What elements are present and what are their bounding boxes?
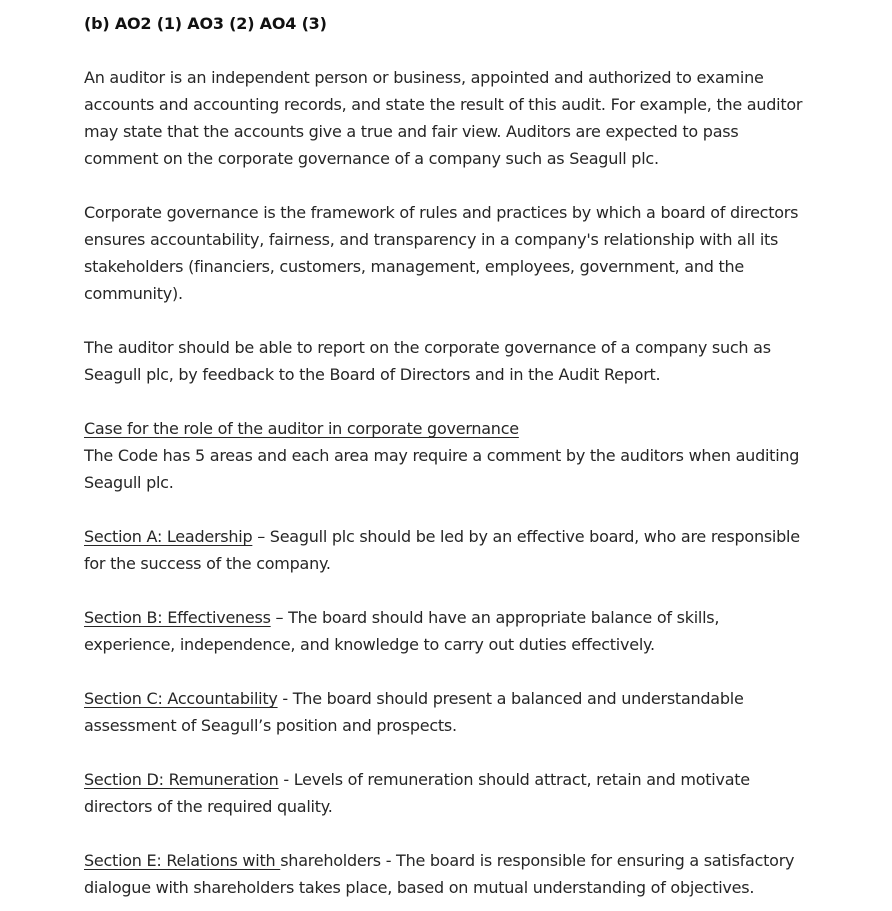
- auditor-report-paragraph: The auditor should be able to report on the corporate governance of a company such as Seagull plc, by feedback to the Board of Directors and in the Audit Report.: [84, 338, 771, 384]
- section-b-title: Section B: Effectiveness: [84, 608, 271, 627]
- section-c-text: - The board should present a balanced and understandable assessment of Seagull’s position and prospects.: [84, 689, 744, 735]
- spacer: [84, 496, 814, 523]
- auditor-definition-paragraph: An auditor is an independent person or business, appointed and authorized to examine accounts and accounting records, and state the result of this audit. For example, the auditor may state that the accounts give a true and fair view. Auditors are expected to pass comment on the corporate governance of a company such as Seagull plc.: [84, 68, 803, 168]
- section-b-text: – The board should have an appropriate balance of skills, experience, independence, and knowledge to carry out duties effectively.: [84, 608, 720, 654]
- section-a-paragraph: [84, 523, 814, 577]
- spacer: [84, 658, 814, 685]
- section-e-paragraph: [84, 847, 814, 901]
- section-e-title: Section E: Relations with: [84, 851, 281, 870]
- spacer: [84, 577, 814, 604]
- document-body: [84, 10, 814, 901]
- section-d-title: Section D: Remuneration: [84, 770, 279, 789]
- section-a-text: – Seagull plc should be led by an effective board, who are responsible for the success of the company.: [84, 527, 800, 573]
- spacer: [84, 172, 814, 199]
- section-c-title: Section C: Accountability: [84, 689, 278, 708]
- question-heading: (b) AO2 (1) AO3 (2) AO4 (3): [84, 14, 327, 33]
- section-a-title: Section A: Leadership: [84, 527, 253, 546]
- section-d-text: - Levels of remuneration should attract, retain and motivate directors of the required quality.: [84, 770, 750, 816]
- corporate-governance-paragraph: Corporate governance is the framework of rules and practices by which a board of directors ensures accountability, fairness, and transparency in a company's relationship with all its stakeholders (financiers, customers, management, employees, government, and the community).: [84, 203, 799, 303]
- section-e-text: shareholders - The board is responsible for ensuring a satisfactory dialogue with shareholders takes place, based on mutual understanding of objectives.: [84, 851, 795, 897]
- case-title: Case for the role of the auditor in corporate governance: [84, 419, 519, 438]
- spacer: [84, 388, 814, 415]
- spacer: [84, 739, 814, 766]
- spacer: [84, 307, 814, 334]
- spacer: [84, 37, 814, 64]
- section-c-paragraph: [84, 685, 814, 739]
- section-d-paragraph: [84, 766, 814, 820]
- spacer: [84, 820, 814, 847]
- section-b-paragraph: [84, 604, 814, 658]
- case-text: The Code has 5 areas and each area may require a comment by the auditors when auditing Seagull plc.: [84, 446, 800, 492]
